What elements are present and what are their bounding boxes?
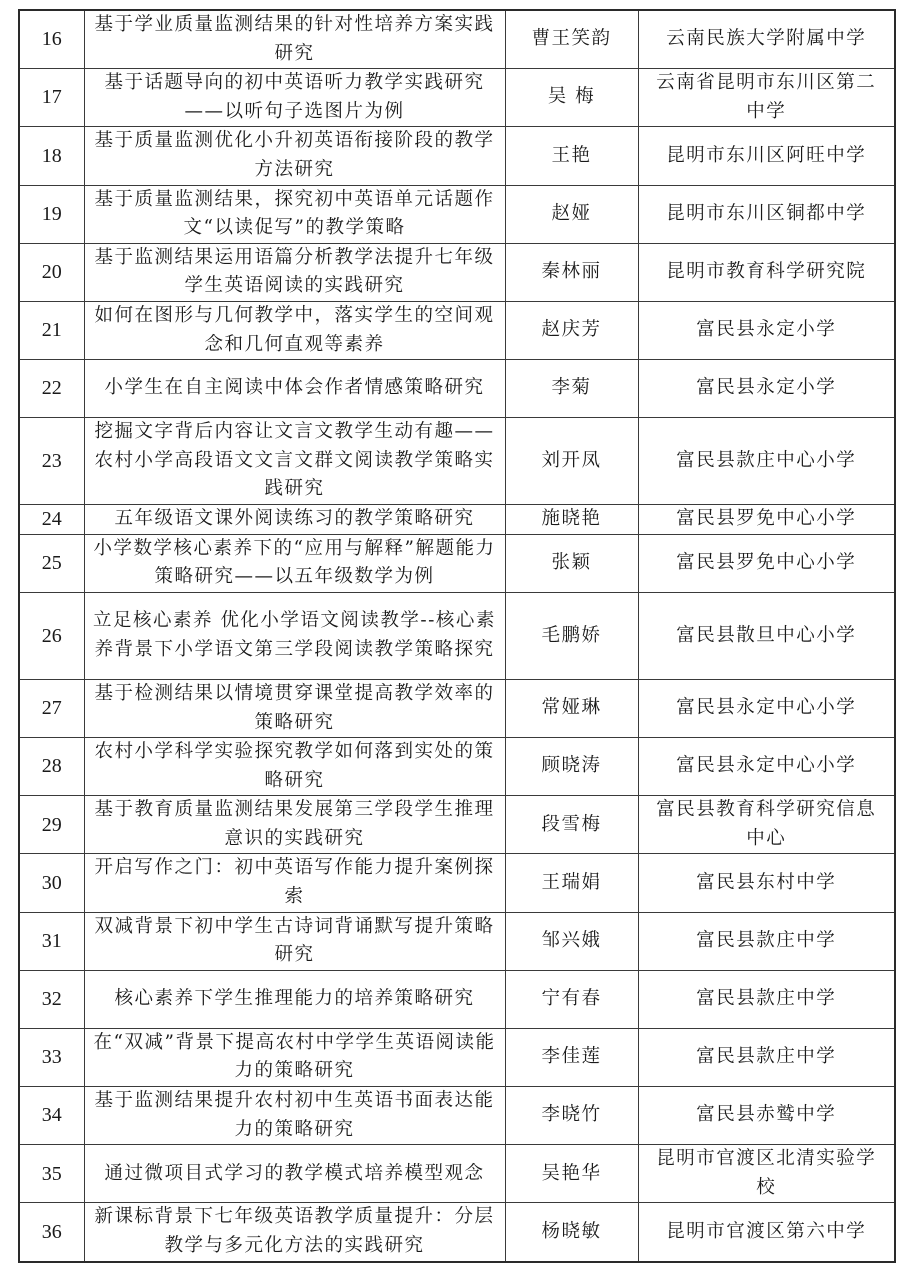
- unit-cell: 富民县款庄中学: [638, 970, 895, 1028]
- table-row: [19, 970, 895, 1028]
- unit-cell: 富民县永定中心小学: [638, 738, 895, 796]
- row-number-cell: 24: [19, 505, 84, 535]
- table-row: [19, 127, 895, 185]
- row-number-cell: 31: [19, 912, 84, 970]
- row-number-cell: 17: [19, 69, 84, 127]
- title-cell: 农村小学科学实验探究教学如何落到实处的策略研究: [84, 738, 505, 796]
- title-cell: 基于质量监测优化小升初英语衔接阶段的教学方法研究: [84, 127, 505, 185]
- research-topics-table: [18, 9, 896, 1263]
- table-row: [19, 418, 895, 505]
- unit-cell: 云南民族大学附属中学: [638, 10, 895, 69]
- table-row: [19, 1087, 895, 1145]
- table-row: [19, 534, 895, 592]
- row-number-cell: 21: [19, 301, 84, 359]
- author-cell: 曹王笑韵: [505, 10, 638, 69]
- author-cell: 王瑞娟: [505, 854, 638, 912]
- author-cell: 宁有春: [505, 970, 638, 1028]
- row-number-cell: 23: [19, 418, 84, 505]
- author-cell: 施晓艳: [505, 505, 638, 535]
- title-cell: 基于监测结果提升农村初中生英语书面表达能力的策略研究: [84, 1087, 505, 1145]
- title-cell: 基于教育质量监测结果发展第三学段学生推理意识的实践研究: [84, 796, 505, 854]
- unit-cell: 富民县东村中学: [638, 854, 895, 912]
- title-cell: 小学数学核心素养下的“应用与解释”解题能力策略研究——以五年级数学为例: [84, 534, 505, 592]
- author-cell: 吴 梅: [505, 69, 638, 127]
- table-row: [19, 505, 895, 535]
- title-cell: 通过微项目式学习的教学模式培养模型观念: [84, 1145, 505, 1203]
- title-cell: 双减背景下初中学生古诗词背诵默写提升策略研究: [84, 912, 505, 970]
- unit-cell: 昆明市官渡区北清实验学校: [638, 1145, 895, 1203]
- table-row: [19, 69, 895, 127]
- row-number-cell: 35: [19, 1145, 84, 1203]
- unit-cell: 富民县教育科学研究信息中心: [638, 796, 895, 854]
- row-number-cell: 30: [19, 854, 84, 912]
- unit-cell: 富民县赤鹫中学: [638, 1087, 895, 1145]
- author-cell: 赵庆芳: [505, 301, 638, 359]
- table-row: [19, 854, 895, 912]
- title-cell: 基于监测结果运用语篇分析教学法提升七年级学生英语阅读的实践研究: [84, 243, 505, 301]
- unit-cell: 昆明市官渡区第六中学: [638, 1203, 895, 1262]
- table-row: [19, 738, 895, 796]
- unit-cell: 富民县罗免中心小学: [638, 534, 895, 592]
- unit-cell: 昆明市东川区铜都中学: [638, 185, 895, 243]
- table-row: [19, 301, 895, 359]
- title-cell: 小学生在自主阅读中体会作者情感策略研究: [84, 360, 505, 418]
- unit-cell: 富民县款庄中心小学: [638, 418, 895, 505]
- author-cell: 李晓竹: [505, 1087, 638, 1145]
- unit-cell: 云南省昆明市东川区第二中学: [638, 69, 895, 127]
- title-cell: 基于学业质量监测结果的针对性培养方案实践研究: [84, 10, 505, 69]
- title-cell: 开启写作之门：初中英语写作能力提升案例探索: [84, 854, 505, 912]
- title-cell: 立足核心素养 优化小学语文阅读教学--核心素养背景下小学语文第三学段阅读教学策略探究: [84, 592, 505, 679]
- row-number-cell: 20: [19, 243, 84, 301]
- row-number-cell: 16: [19, 10, 84, 69]
- author-cell: 秦林丽: [505, 243, 638, 301]
- title-cell: 如何在图形与几何教学中，落实学生的空间观念和几何直观等素养: [84, 301, 505, 359]
- unit-cell: 富民县永定小学: [638, 360, 895, 418]
- unit-cell: 昆明市教育科学研究院: [638, 243, 895, 301]
- unit-cell: 富民县款庄中学: [638, 912, 895, 970]
- author-cell: 毛鹏娇: [505, 592, 638, 679]
- unit-cell: 富民县罗免中心小学: [638, 505, 895, 535]
- author-cell: 常娅琳: [505, 679, 638, 737]
- document-table-container: [18, 9, 894, 1263]
- row-number-cell: 28: [19, 738, 84, 796]
- row-number-cell: 36: [19, 1203, 84, 1262]
- author-cell: 王艳: [505, 127, 638, 185]
- table-row: [19, 1028, 895, 1086]
- table-row: [19, 185, 895, 243]
- unit-cell: 富民县永定中心小学: [638, 679, 895, 737]
- author-cell: 赵娅: [505, 185, 638, 243]
- unit-cell: 富民县永定小学: [638, 301, 895, 359]
- title-cell: 基于质量监测结果，探究初中英语单元话题作文“以读促写”的教学策略: [84, 185, 505, 243]
- row-number-cell: 34: [19, 1087, 84, 1145]
- row-number-cell: 29: [19, 796, 84, 854]
- row-number-cell: 27: [19, 679, 84, 737]
- title-cell: 挖掘文字背后内容让文言文教学生动有趣——农村小学高段语文文言文群文阅读教学策略实践研究: [84, 418, 505, 505]
- author-cell: 邹兴娥: [505, 912, 638, 970]
- table-row: [19, 679, 895, 737]
- title-cell: 在“双减”背景下提高农村中学学生英语阅读能力的策略研究: [84, 1028, 505, 1086]
- table-row: [19, 243, 895, 301]
- author-cell: 刘开凤: [505, 418, 638, 505]
- unit-cell: 富民县散旦中心小学: [638, 592, 895, 679]
- row-number-cell: 22: [19, 360, 84, 418]
- author-cell: 顾晓涛: [505, 738, 638, 796]
- table-body: [19, 10, 895, 1262]
- row-number-cell: 18: [19, 127, 84, 185]
- title-cell: 五年级语文课外阅读练习的教学策略研究: [84, 505, 505, 535]
- author-cell: 张颖: [505, 534, 638, 592]
- unit-cell: 昆明市东川区阿旺中学: [638, 127, 895, 185]
- table-row: [19, 912, 895, 970]
- author-cell: 杨晓敏: [505, 1203, 638, 1262]
- author-cell: 段雪梅: [505, 796, 638, 854]
- table-row: [19, 592, 895, 679]
- author-cell: 李菊: [505, 360, 638, 418]
- author-cell: 李佳莲: [505, 1028, 638, 1086]
- row-number-cell: 26: [19, 592, 84, 679]
- table-row: [19, 1203, 895, 1262]
- author-cell: 吴艳华: [505, 1145, 638, 1203]
- row-number-cell: 25: [19, 534, 84, 592]
- table-row: [19, 360, 895, 418]
- title-cell: 新课标背景下七年级英语教学质量提升：分层教学与多元化方法的实践研究: [84, 1203, 505, 1262]
- row-number-cell: 19: [19, 185, 84, 243]
- table-row: [19, 796, 895, 854]
- title-cell: 基于话题导向的初中英语听力教学实践研究——以听句子选图片为例: [84, 69, 505, 127]
- row-number-cell: 33: [19, 1028, 84, 1086]
- table-row: [19, 1145, 895, 1203]
- unit-cell: 富民县款庄中学: [638, 1028, 895, 1086]
- table-row: [19, 10, 895, 69]
- row-number-cell: 32: [19, 970, 84, 1028]
- title-cell: 基于检测结果以情境贯穿课堂提高教学效率的策略研究: [84, 679, 505, 737]
- title-cell: 核心素养下学生推理能力的培养策略研究: [84, 970, 505, 1028]
